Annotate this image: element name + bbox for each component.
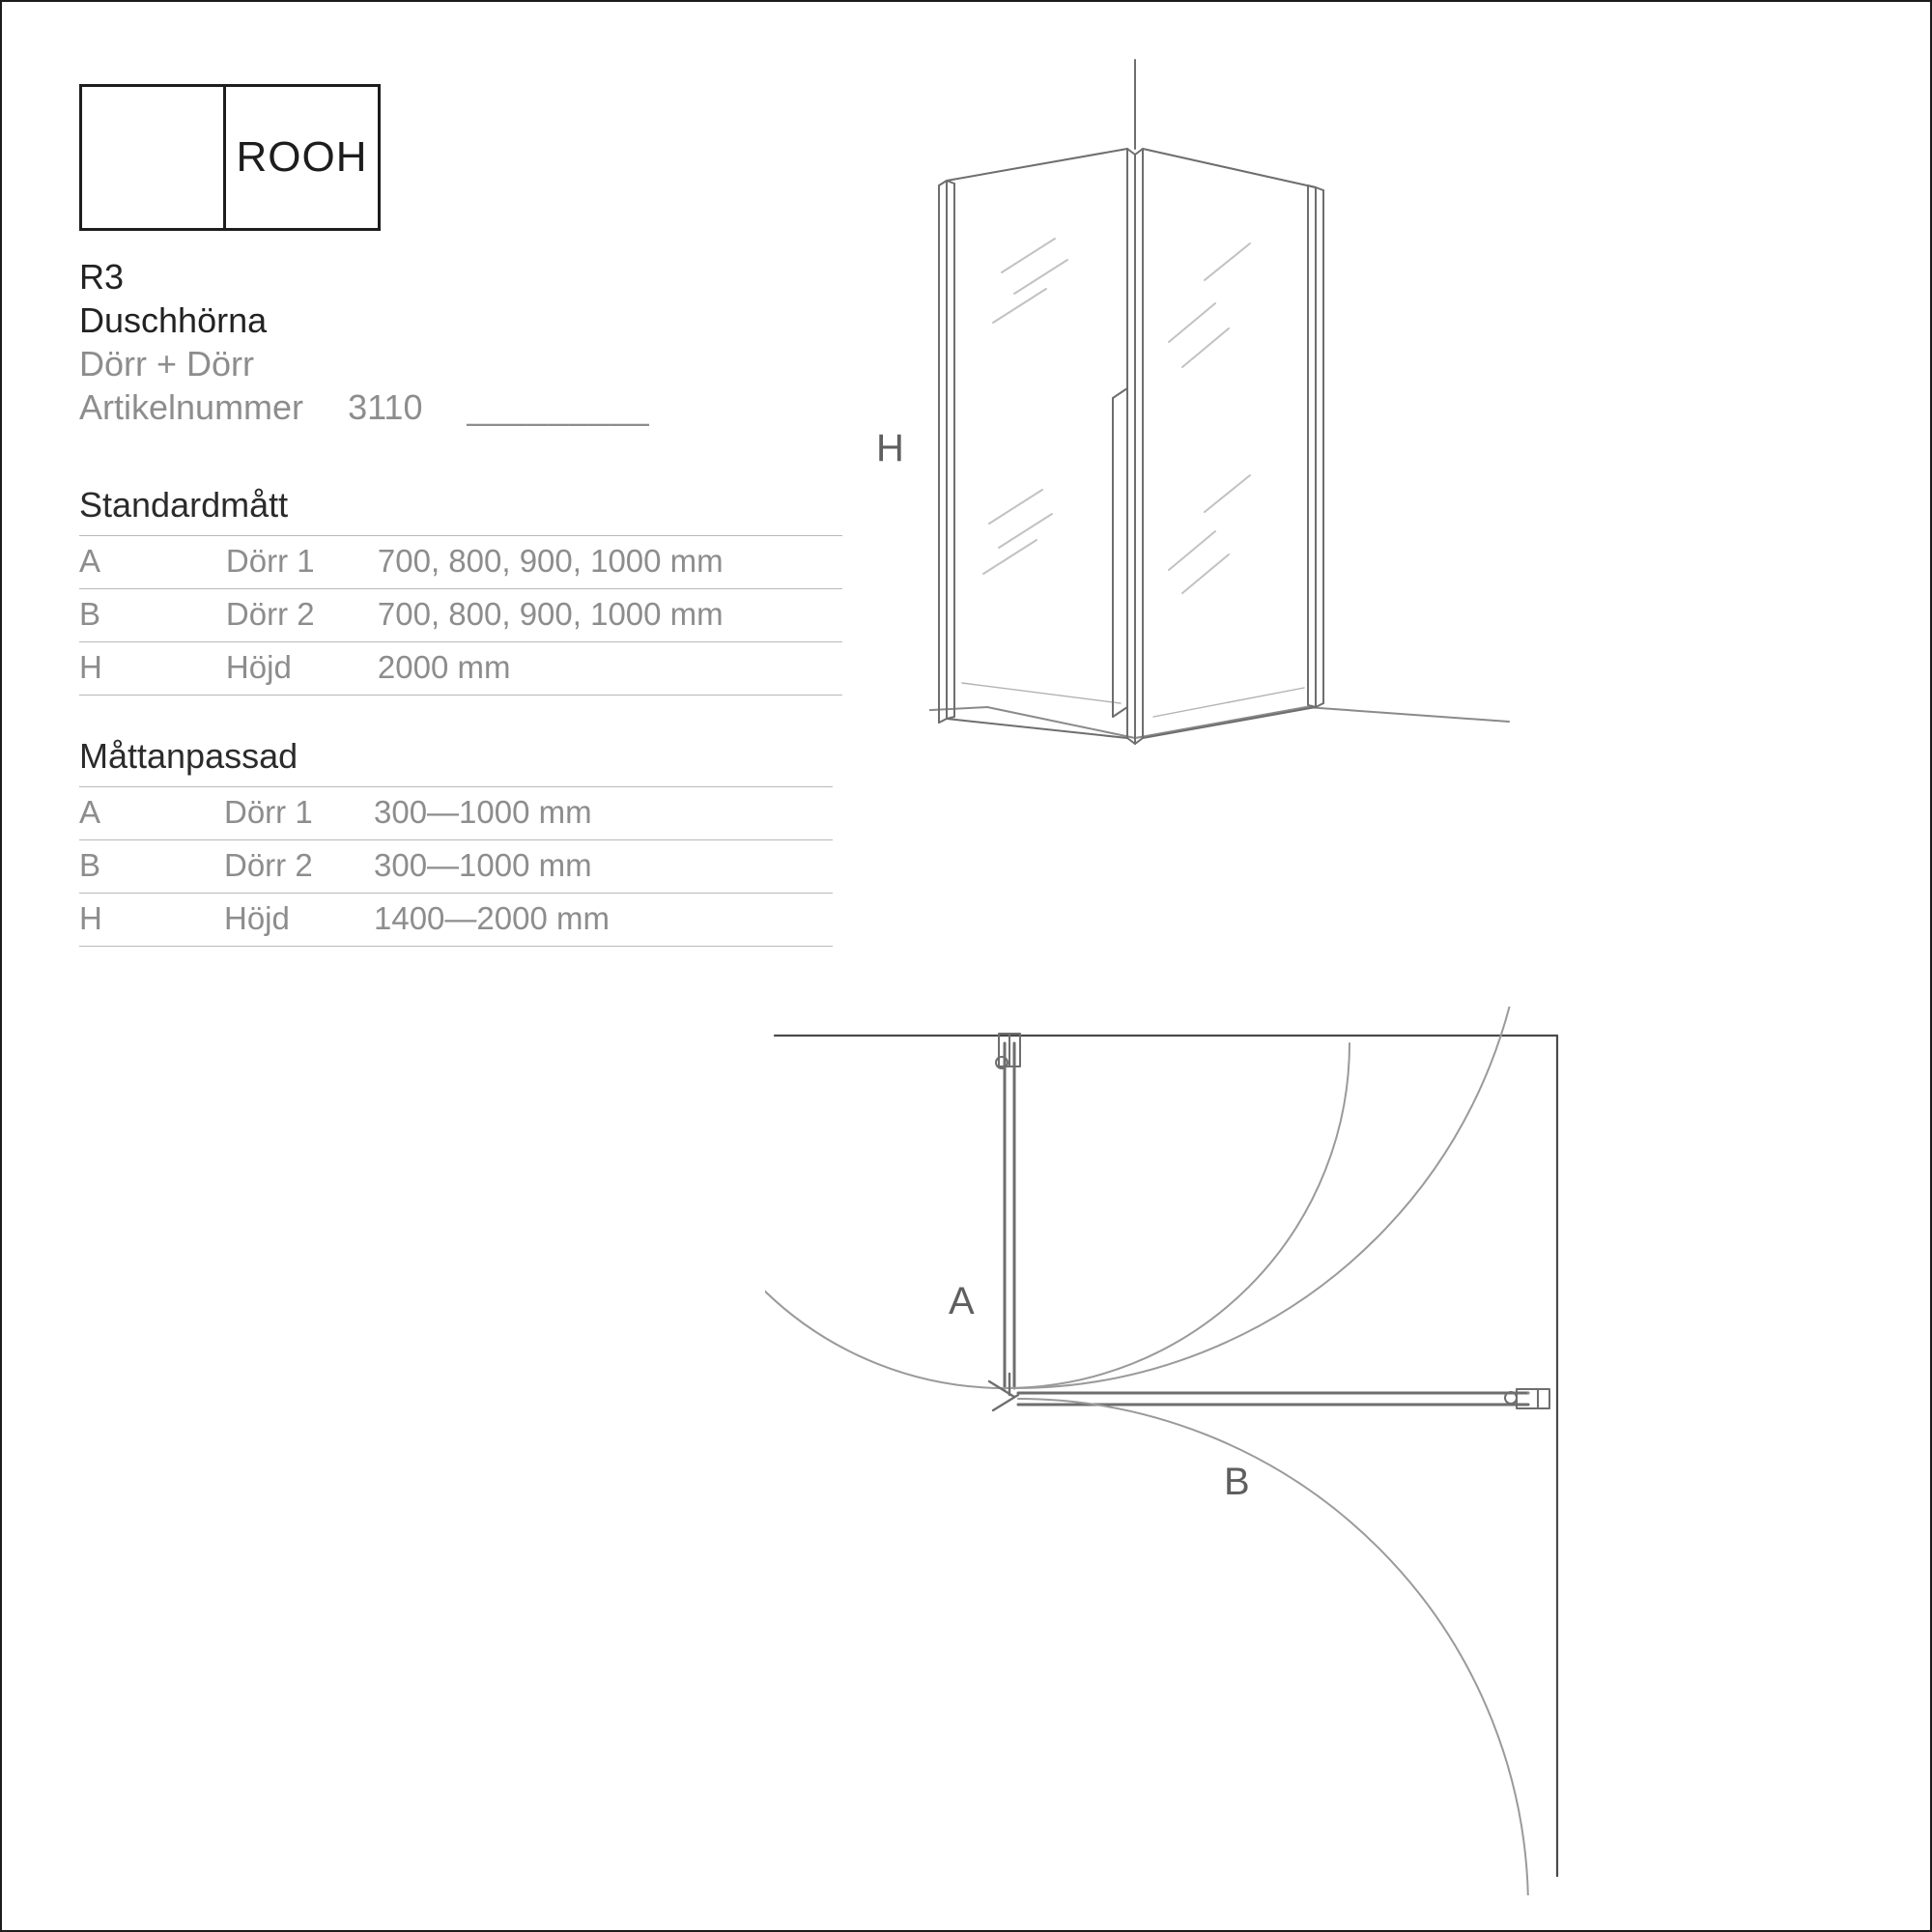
swing-arc-a-inner — [1005, 1043, 1350, 1388]
standard-dimensions-table — [79, 485, 833, 696]
standard-table-heading: Standardmått — [79, 485, 289, 525]
row-value: 1400—2000 mm — [374, 894, 833, 947]
table-row — [79, 894, 833, 947]
door-panel-a — [1005, 1043, 1014, 1388]
hinge-a — [996, 1034, 1020, 1068]
floor-line-right-inner — [1135, 707, 1306, 738]
glass-panel-left — [939, 149, 1127, 738]
article-number-row — [79, 385, 852, 429]
row-key: A — [79, 536, 226, 589]
title-block — [79, 255, 852, 429]
row-key: H — [79, 642, 226, 696]
glass-reflection-lines — [983, 239, 1250, 593]
row-key: B — [79, 589, 226, 642]
row-value: 300—1000 mm — [374, 787, 833, 840]
row-name: Höjd — [226, 642, 378, 696]
article-number-value: 3110 — [348, 387, 423, 427]
brand-logo — [79, 84, 381, 231]
swing-arc-b-lower — [1018, 1399, 1528, 1895]
floor-line-right — [1306, 707, 1509, 722]
row-value: 2000 mm — [378, 642, 842, 696]
row-key: H — [79, 894, 224, 947]
row-name: Dörr 1 — [226, 536, 378, 589]
table-row — [79, 589, 842, 642]
swing-arc-b-upper — [1014, 1007, 1526, 1388]
row-value: 700, 800, 900, 1000 mm — [378, 536, 842, 589]
door-handle — [1113, 388, 1127, 717]
plan-view-door-swing — [765, 1007, 1654, 1900]
table-row — [79, 840, 833, 894]
table-row — [79, 536, 842, 589]
row-name: Dörr 2 — [224, 840, 374, 894]
row-value: 700, 800, 900, 1000 mm — [378, 589, 842, 642]
plan-drawing-svg — [765, 1007, 1654, 1895]
door-a-label: A — [949, 1280, 975, 1322]
corner-post — [1127, 149, 1143, 744]
swing-arc-a-outer — [765, 1043, 1005, 1388]
table-row — [79, 787, 833, 840]
row-name: Dörr 1 — [224, 787, 374, 840]
door-panel-b — [1018, 1393, 1528, 1405]
custom-dimensions-table — [79, 736, 833, 947]
article-number-blank: _________ — [467, 387, 650, 427]
row-name: Dörr 2 — [226, 589, 378, 642]
door-b-label: B — [1224, 1461, 1250, 1503]
row-key: A — [79, 787, 224, 840]
brand-wordmark: ROOH — [226, 84, 381, 231]
table-row — [79, 642, 842, 696]
square-icon — [79, 84, 226, 231]
model-name: R3 — [79, 257, 125, 297]
article-number-label: Artikelnummer — [79, 387, 304, 427]
row-name: Höjd — [224, 894, 374, 947]
custom-table-heading: Måttanpassad — [79, 736, 298, 776]
height-dimension-label: H — [876, 427, 904, 469]
configuration: Dörr + Dörr — [79, 344, 255, 384]
row-key: B — [79, 840, 224, 894]
isometric-shower-corner — [876, 41, 1644, 953]
row-value: 300—1000 mm — [374, 840, 833, 894]
isometric-drawing-svg — [929, 41, 1644, 949]
glass-panel-right — [1143, 149, 1323, 738]
product-name: Duschhörna — [79, 300, 268, 340]
